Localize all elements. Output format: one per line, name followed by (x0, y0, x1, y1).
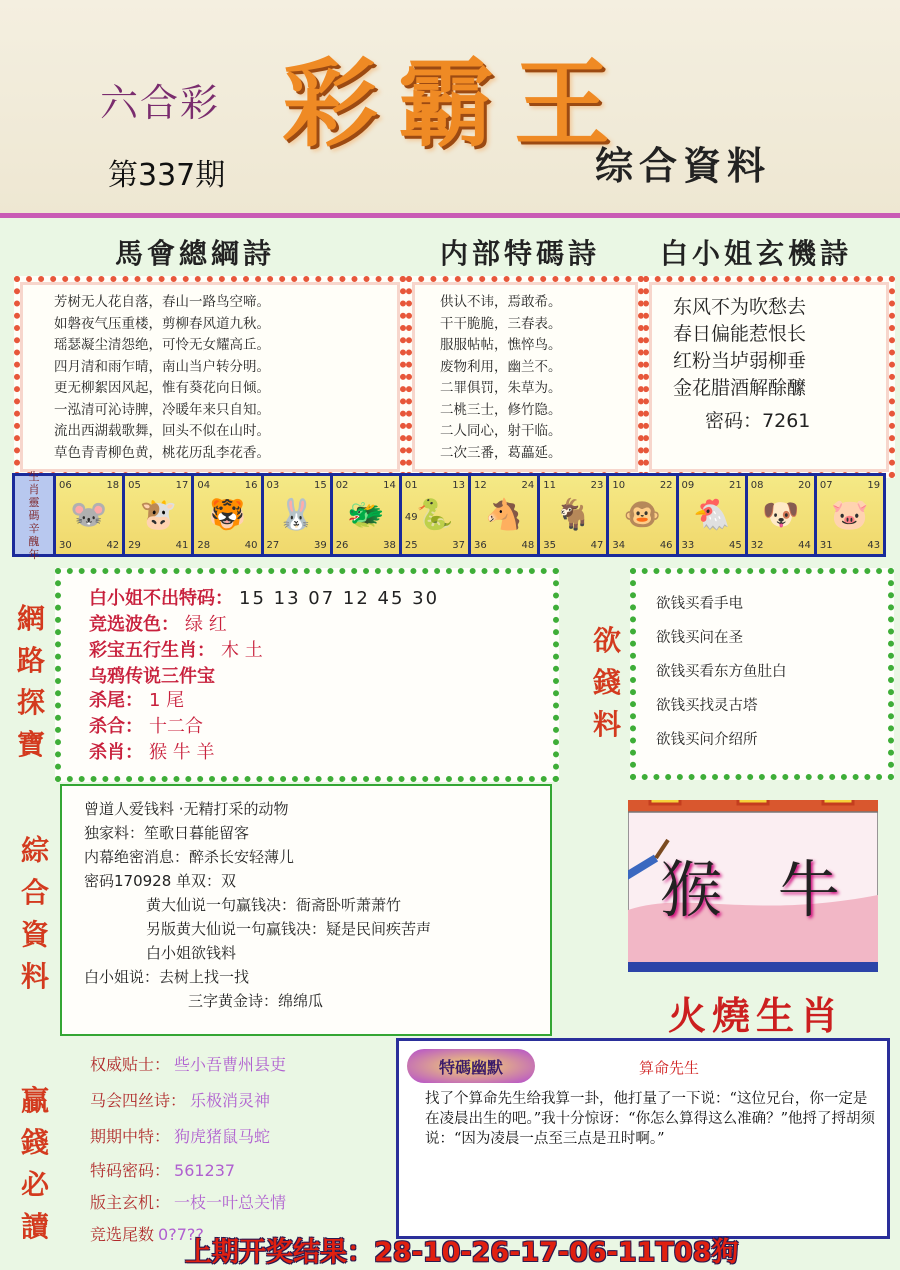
zodiac-animal-icon: 🐷 (831, 497, 869, 533)
zodiac-number: 39 (313, 540, 327, 551)
inside-poem-title: 内部特碼詩 (440, 237, 601, 270)
zodiac-number: 10 (612, 480, 626, 491)
bottom-label: 版主玄机： (90, 1193, 171, 1212)
lead-char: 醜 (28, 534, 40, 548)
side-label-char: 合 (20, 876, 49, 909)
zodiac-number: 40 (244, 540, 258, 551)
poem-line: 四月清和雨乍晴，南山当户转分明。 (54, 358, 270, 375)
info-line-5 (146, 894, 401, 915)
info-value: 醉杀长安轻薄儿 (189, 848, 295, 866)
zodiac-number: 13 (452, 480, 466, 491)
bottom-list-item (90, 1124, 270, 1147)
zodiac-number: 06 (59, 480, 72, 491)
side-label-char: 料 (20, 960, 49, 993)
element-value: 木 土 (221, 640, 263, 661)
bottom-label: 期期中特： (90, 1127, 171, 1146)
info-label: 黄大仙说一句赢钱决： (146, 896, 297, 914)
zodiac-card (748, 476, 814, 554)
joke-box (396, 1038, 890, 1239)
bottom-value: 561237 (174, 1161, 236, 1180)
info-label: 另版黄大仙说一句赢钱决： (146, 920, 327, 938)
side-label-char: 路 (16, 644, 45, 677)
poem-line: 流出西湖载歌舞，回头不似在山时。 (54, 423, 270, 439)
poem-line: 二桃三士，修竹隐。 (440, 401, 562, 418)
lamp-icon (823, 800, 853, 804)
zodiac-card (817, 476, 883, 554)
horse-poem-title: 馬會總綱詩 (115, 237, 276, 270)
zodiac-number: 11 (543, 480, 556, 491)
zodiac-number: 15 (313, 480, 327, 491)
zodiac-number: 45 (728, 540, 742, 551)
bottom-list-item (90, 1088, 270, 1111)
zodiac-animal-icon: 🐐 (554, 497, 592, 533)
zodiac-animal-icon: 🐶 (762, 497, 800, 533)
zodiac-number: 49 (404, 512, 418, 523)
lead-char: 碼 (28, 508, 40, 522)
zodiac-animal-icon: 🐵 (623, 497, 662, 533)
zodiac-number: 20 (798, 480, 811, 491)
zodiac-card (194, 476, 260, 554)
zodiac-number: 08 (750, 480, 764, 491)
info-line-2 (84, 822, 249, 843)
header-divider (0, 213, 900, 218)
element-label: 彩宝五行生肖： (89, 640, 215, 661)
horse-poem-lines (54, 292, 270, 464)
fire-zodiac-caption: 火燒生肖 (668, 994, 845, 1038)
zodiac-animal-icon: 🐍 (416, 497, 454, 533)
bottom-value: 些小吾曹州县吏 (174, 1055, 287, 1074)
intel-box (55, 568, 559, 782)
poem-line: 一泓清可沁诗脾，冷暖年来只自知。 (54, 401, 270, 418)
kill-sum-row (89, 712, 203, 738)
money-side-text (590, 620, 624, 746)
miss-code-label: 密码： (705, 410, 763, 432)
zodiac-number: 27 (266, 540, 280, 551)
zodiac-number: 30 (59, 540, 72, 551)
poem-line: 红粉当垆弱柳垂 (673, 350, 807, 372)
miss-poem-box (643, 276, 895, 478)
poem-line: 更无柳絮因风起，惟有葵花向日倾。 (54, 380, 270, 396)
zodiac-number: 01 (404, 480, 418, 491)
miss-no-special-value: 15 13 07 12 45 30 (239, 588, 440, 609)
kill-sum-value: 十二合 (149, 716, 203, 737)
element-row (89, 636, 263, 662)
poem-line: 东风不为吹愁去 (673, 296, 807, 318)
kill-sum-label: 杀合： (89, 716, 143, 737)
zodiac-strip-lead (15, 469, 53, 561)
poem-line: 芳树无人花自落，春山一路鸟空啼。 (54, 294, 270, 310)
zodiac-number: 36 (474, 540, 487, 551)
poem-line: 二次三番，葛藟延。 (440, 444, 562, 461)
zodiac-number: 07 (819, 480, 833, 491)
miss-poem-title: 白小姐玄機詩 (660, 237, 853, 270)
zodiac-number: 17 (175, 480, 189, 491)
zodiac-number: 37 (452, 540, 466, 551)
zodiac-card (264, 476, 330, 554)
bottom-value: 0?7?? (158, 1225, 204, 1244)
zodiac-animal-icon: 🐲 (347, 497, 385, 533)
poem-line: 废物利用，幽兰不。 (440, 358, 562, 375)
zodiac-card (56, 476, 122, 554)
zodiac-card (679, 476, 745, 554)
zodiac-number: 09 (681, 480, 695, 491)
zodiac-card (609, 476, 675, 554)
side-label-char: 綜 (20, 834, 49, 867)
wave-value: 绿 红 (185, 614, 227, 635)
zodiac-number: 16 (244, 480, 258, 491)
lead-char: 年 (28, 547, 40, 561)
info-line-1: 曾道人爱钱料 ·无精打采的动物 (84, 800, 289, 818)
zodiac-number: 48 (521, 540, 535, 551)
side-label-char: 錢 (592, 666, 621, 699)
info-line-9 (188, 990, 323, 1011)
billboard-base (628, 962, 878, 972)
zodiac-number: 14 (383, 480, 396, 491)
poem-line: 金花腊酒解酴醿 (673, 377, 807, 399)
poem-line: 服服帖帖，憔悴鸟。 (440, 337, 562, 353)
zodiac-number: 41 (175, 540, 189, 551)
win-side-label (18, 1080, 52, 1248)
billboard-text: 猴 牛 (660, 853, 858, 926)
zodiac-number: 42 (106, 540, 120, 551)
issue-number: 第337期 (108, 158, 226, 193)
zodiac-number: 24 (521, 480, 535, 491)
side-label-char: 錢 (20, 1126, 49, 1159)
miss-code-value: 7261 (762, 410, 811, 432)
info-side-label (18, 830, 52, 998)
zodiac-number: 04 (197, 480, 211, 491)
money-side-label (590, 620, 624, 746)
zodiac-number: 26 (335, 540, 349, 551)
bottom-label: 竞选尾数 (90, 1225, 155, 1244)
info-line-4: 密码170928 单双：双 (84, 872, 237, 890)
lottery-name: 六合彩 (100, 81, 221, 125)
miss-poem-lines (673, 294, 806, 402)
zodiac-number: 19 (867, 480, 881, 491)
network-side-label (14, 598, 48, 766)
zodiac-number: 12 (474, 480, 487, 491)
zodiac-card (125, 476, 191, 554)
zodiac-number: 47 (590, 540, 604, 551)
kill-tail-value: 1 尾 (149, 690, 185, 711)
zodiac-number: 35 (543, 540, 556, 551)
network-side-text (14, 598, 48, 766)
inside-poem-box (406, 276, 644, 478)
info-label: 白小姐说： (84, 968, 160, 986)
side-label-char: 贏 (20, 1084, 49, 1117)
horse-poem-box (14, 276, 406, 478)
side-label-char: 讀 (20, 1210, 49, 1243)
side-label-char: 寶 (16, 728, 45, 761)
main-title: 彩霸王 (282, 47, 630, 160)
side-label-char: 探 (16, 686, 45, 719)
zodiac-animal-icon: 🐔 (692, 497, 731, 533)
wave-label: 竞选波色： (89, 614, 179, 635)
side-label-char: 欲 (592, 624, 621, 657)
money-item: 欲钱买看东方鱼肚白 (656, 664, 787, 680)
info-label: 内幕绝密消息： (84, 848, 190, 866)
money-item: 欲钱买问在圣 (656, 630, 743, 646)
lead-char: 生 (28, 469, 40, 483)
inside-poem-lines (440, 292, 562, 464)
info-label: 独家料： (84, 824, 145, 842)
poem-line: 二人同心，射干临。 (440, 423, 562, 439)
bottom-label: 马会四丝诗： (90, 1091, 187, 1110)
side-label-char: 料 (592, 708, 621, 741)
zodiac-number: 21 (728, 480, 742, 491)
zodiac-number: 33 (681, 540, 695, 551)
info-side-text (18, 830, 52, 998)
zodiac-card (471, 476, 537, 554)
money-item: 欲钱买找灵古塔 (656, 698, 758, 714)
zodiac-number: 03 (266, 480, 280, 491)
info-value: 衙斋卧听萧萧竹 (296, 896, 402, 914)
zodiac-number: 18 (106, 480, 120, 491)
bottom-list-item (90, 1158, 235, 1181)
bottom-value: 狗虎猪鼠马蛇 (174, 1127, 271, 1146)
info-value: 绵绵瓜 (278, 992, 324, 1010)
win-side-text (18, 1080, 52, 1248)
zodiac-number: 29 (128, 540, 141, 551)
zodiac-number: 38 (383, 540, 396, 551)
zodiac-card (402, 476, 468, 554)
bottom-list-item (90, 1190, 286, 1213)
miss-no-special-label: 白小姐不出特码： (89, 588, 233, 609)
info-line-7: 白小姐欲钱料 (146, 944, 237, 962)
bottom-label: 权威贴士： (90, 1055, 171, 1074)
zodiac-number: 34 (612, 540, 626, 551)
zodiac-number: 32 (750, 540, 764, 551)
zodiac-number: 31 (819, 540, 833, 551)
info-value: 疑是民间疾苦声 (326, 920, 432, 938)
kill-zodiac-label: 杀肖： (89, 742, 143, 763)
lead-char: 肖 (28, 482, 40, 496)
info-line-6 (146, 918, 431, 939)
zodiac-strip (12, 469, 886, 561)
money-item: 欲钱买问介绍所 (656, 732, 758, 748)
last-result: 上期开奖结果：28-10-26-17-06-11T08狗 (185, 1237, 739, 1268)
zodiac-number: 44 (798, 540, 811, 551)
crow-row (89, 662, 215, 688)
poem-line: 瑶瑟凝尘清怨绝，可怜无女耀高丘。 (54, 337, 270, 353)
info-box (60, 784, 552, 1036)
money-item: 欲钱买看手电 (656, 596, 743, 612)
poem-line: 供认不讳，焉敢希。 (440, 294, 562, 310)
subtitle: 综合資料 (595, 144, 772, 188)
joke-badge: 特碼幽默 (407, 1049, 535, 1083)
joke-title: 算命先生 (639, 1059, 700, 1077)
zodiac-number: 25 (404, 540, 418, 551)
crow-label: 乌鸦传说三件宝 (89, 666, 215, 687)
lamp-icon (738, 800, 768, 804)
bottom-list-item (90, 1052, 286, 1075)
zodiac-number: 22 (659, 480, 673, 491)
bottom-value: 一枝一叶总关情 (174, 1193, 287, 1212)
zodiac-number: 05 (128, 480, 141, 491)
kill-zodiac-value: 猴 牛 羊 (149, 742, 215, 763)
kill-tail-label: 杀尾： (89, 690, 143, 711)
info-value: 去树上找一找 (159, 968, 250, 986)
joke-body: 找了个算命先生给我算一卦，他打量了一下说：“这位兄台，你一定是在凌晨出生的吧。”我十分惊讶：“你怎么算得这么准确？”他捋了捋胡须说：“因为凌晨一点至三点是丑时啊。” (425, 1091, 875, 1147)
poem-line: 干干脆脆，三春表。 (440, 315, 562, 332)
miss-code (705, 406, 810, 433)
zodiac-number: 02 (335, 480, 349, 491)
kill-tail-row (89, 686, 184, 712)
wave-row (89, 610, 227, 636)
kill-zodiac-row (89, 738, 214, 764)
zodiac-animal-icon: 🐰 (277, 497, 316, 533)
side-label-char: 網 (16, 602, 45, 635)
zodiac-animal-icon: 🐴 (485, 497, 523, 533)
info-line-8 (84, 966, 249, 987)
zodiac-number: 23 (590, 480, 604, 491)
miss-no-special-row (89, 584, 439, 610)
side-label-char: 必 (20, 1168, 49, 1201)
bottom-label: 特码密码： (90, 1161, 171, 1180)
lead-char: 辛 (28, 521, 40, 535)
poem-line: 二罪俱罚，朱草为。 (440, 380, 562, 396)
zodiac-number: 43 (867, 540, 881, 551)
zodiac-animal-icon: 🐮 (139, 497, 177, 533)
lamp-icon (650, 800, 680, 804)
poem-line: 草色青青柳色黄，桃花历乱李花香。 (54, 444, 270, 461)
zodiac-card (540, 476, 606, 554)
side-label-char: 資 (20, 918, 49, 951)
lead-char: 靈 (28, 495, 40, 509)
poem-line: 如磐夜气压重楼，剪柳春风道九秋。 (54, 315, 270, 332)
info-value: 笙歌日暮能留客 (144, 824, 250, 842)
money-box (630, 568, 894, 780)
info-line-3 (84, 846, 294, 867)
zodiac-card (333, 476, 399, 554)
info-label: 三字黄金诗： (188, 992, 279, 1010)
zodiac-animal-icon: 🐯 (208, 497, 247, 533)
zodiac-number: 46 (659, 540, 673, 551)
zodiac-number: 28 (197, 540, 211, 551)
bottom-value: 乐极消灵神 (190, 1091, 271, 1110)
poem-line: 春日偏能惹恨长 (673, 323, 807, 345)
zodiac-animal-icon: 🐭 (70, 497, 108, 533)
